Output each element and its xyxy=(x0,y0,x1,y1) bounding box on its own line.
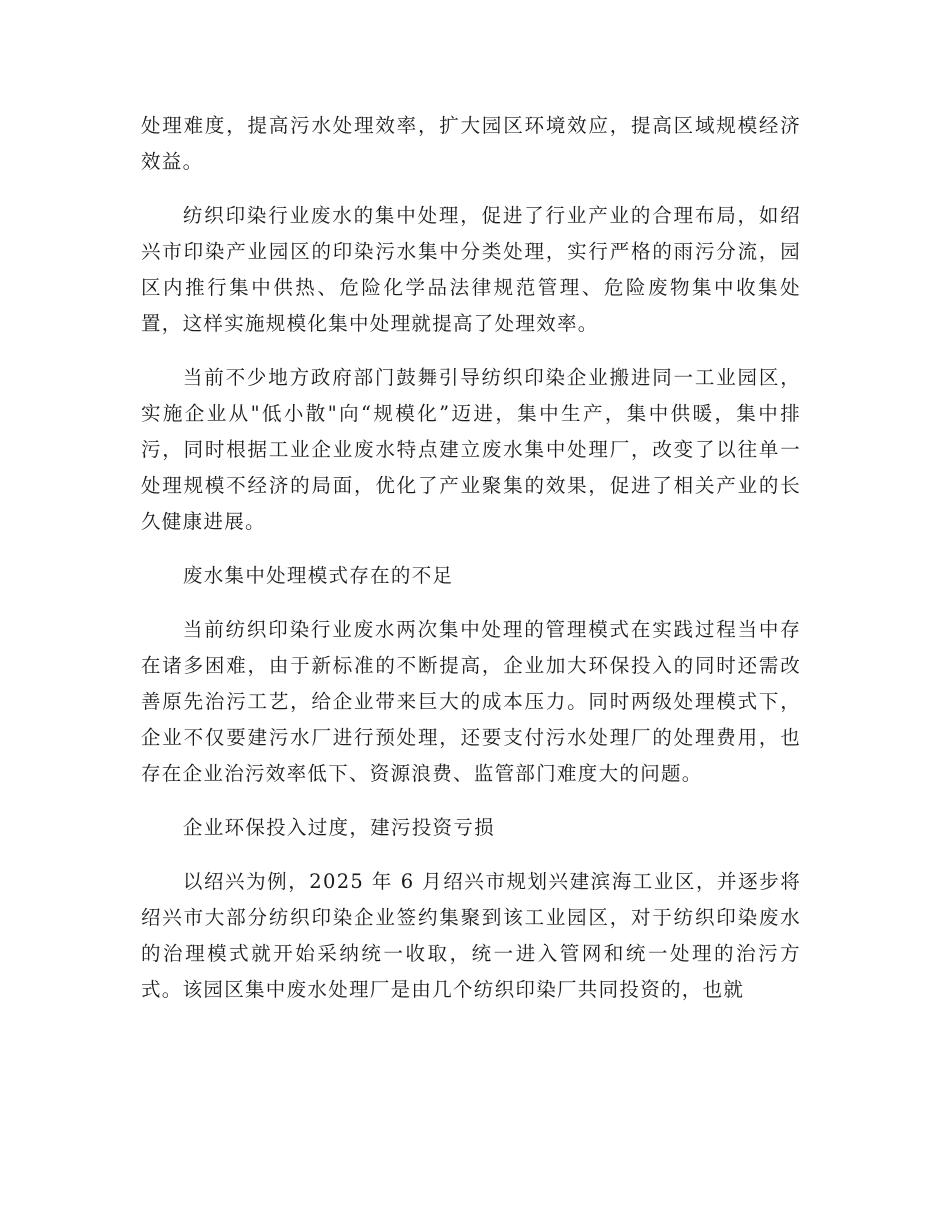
paragraph-difficulties: 当前纺织印染行业废水两次集中处理的管理模式在实践过程当中存在诸多困难，由于新标准的不断提高，企业加大环保投入的同时还需改善原先治污工艺，给企业带来巨大的成本压力。同时两级处理模式下，企业不仅要建污水厂进行预处理，还要支付污水处理厂的处理费用，也存在企业治污效率低下、资源浪费、监管部门难度大的问题。 xyxy=(141,618,801,785)
paragraph-centralized-treatment: 纺织印染行业废水的集中处理，促进了行业产业的合理布局，如绍兴市印染产业园区的印染污水集中分类处理，实行严格的雨污分流，园区内推行集中供热、危险化学品法律规范管理、危险废物集中收集处置，这样实施规模化集中处理就提高了处理效率。 xyxy=(141,204,801,335)
paragraph-continuation: 处理难度，提高污水处理效率，扩大园区环境效应，提高区域规模经济效益。 xyxy=(141,114,801,173)
document-body xyxy=(141,108,801,1026)
paragraph-shaoxing-example: 以绍兴为例，2025 年 6 月绍兴市规划兴建滨海工业区，并逐步将绍兴市大部分纺织印染企业签约集聚到该工业园区，对于纺织印染废水的治理模式就开始采纳统一收取，统一进入管网和统一处理的治污方式。该园区集中废水处理厂是由几个纺织印染厂共同投资的，也就 xyxy=(141,870,801,1001)
section-heading-overinvestment: 企业环保投入过度，建污投资亏损 xyxy=(182,816,495,839)
paragraph-industrial-park: 当前不少地方政府部门鼓舞引导纺织印染企业搬进同一工业园区，实施企业从"低小散"向“规模化”迈进，集中生产，集中供暖，集中排污，同时根据工业企业废水特点建立废水集中处理厂，改变了以往单一处理规模不经济的局面，优化了产业聚集的效果，促进了相关产业的长久健康进展。 xyxy=(141,366,801,533)
section-heading-shortcomings: 废水集中处理模式存在的不足 xyxy=(182,564,454,587)
